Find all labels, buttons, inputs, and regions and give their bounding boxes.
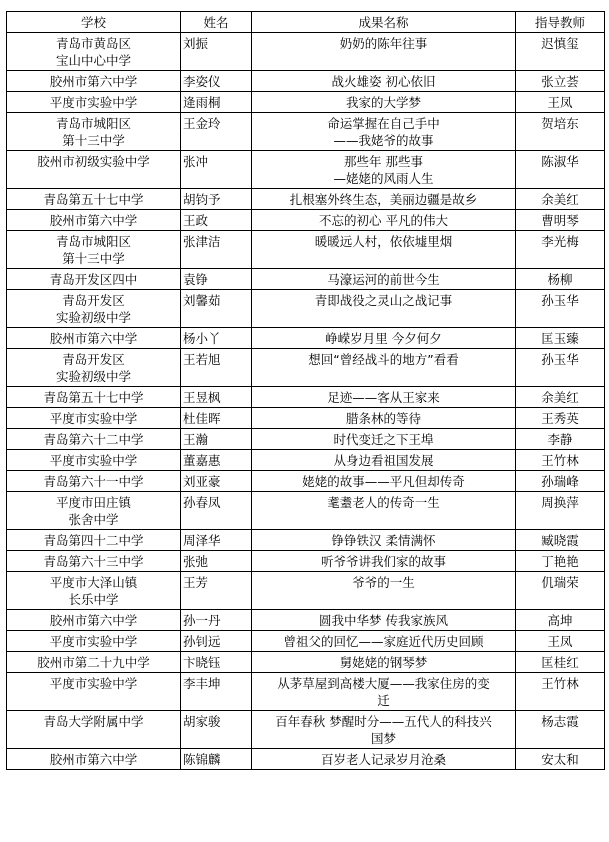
table-row: [7, 92, 605, 113]
table-row: [7, 551, 605, 572]
teacher-name: 臧晓霞: [516, 530, 605, 551]
table-row: [7, 113, 605, 151]
school-cell: [7, 151, 181, 189]
work-title: 耄耋老人的传奇一生: [327, 495, 440, 510]
school-cell: [7, 349, 181, 387]
work-title: —姥姥的风雨人生: [333, 171, 434, 186]
school-cell: [7, 530, 181, 551]
table-row: [7, 429, 605, 450]
school-name: 平度市实验中学: [49, 453, 138, 468]
work-title-cell: [252, 387, 516, 408]
teacher-name: 高坤: [516, 610, 605, 631]
school-name: 平度市田庄镇: [55, 495, 131, 510]
student-name: 孙春凤: [181, 492, 252, 530]
teacher-name: 李光梅: [516, 231, 605, 269]
school-cell: [7, 92, 181, 113]
teacher-name: 杨柳: [516, 269, 605, 290]
school-name: 平度市大泽山镇: [49, 575, 138, 590]
work-title-cell: [252, 231, 516, 269]
student-name: 袁铮: [181, 269, 252, 290]
teacher-name: 王竹林: [516, 673, 605, 711]
table-row: [7, 530, 605, 551]
student-name: 李姿仪: [181, 71, 252, 92]
school-name: 胶州市第二十九中学: [37, 655, 150, 670]
school-name: 平度市实验中学: [49, 634, 138, 649]
work-title: 想回“曾经战斗的地方”看看: [308, 352, 459, 367]
school-cell: [7, 572, 181, 610]
work-title-cell: [252, 652, 516, 673]
school-name: 宝山中心中学: [55, 53, 131, 68]
teacher-name: 王竹林: [516, 450, 605, 471]
teacher-name: 迟慎玺: [516, 33, 605, 71]
header-teacher: 指导教师: [516, 12, 605, 33]
school-name: 青岛市城阳区: [55, 234, 131, 249]
school-cell: [7, 673, 181, 711]
table-row: [7, 290, 605, 328]
teacher-name: 张立荟: [516, 71, 605, 92]
work-title-cell: [252, 210, 516, 231]
school-cell: [7, 269, 181, 290]
work-title: 不忘的初心 平凡的伟大: [319, 213, 448, 228]
work-title: 爷爷的一生: [352, 575, 415, 590]
work-title: 峥嵘岁月里 今夕何夕: [325, 331, 442, 346]
student-name: 王昱枫: [181, 387, 252, 408]
work-title: 奶奶的陈年往事: [339, 36, 428, 51]
table-row: [7, 269, 605, 290]
work-title-cell: [252, 530, 516, 551]
school-name: 青岛大学附属中学: [43, 714, 144, 729]
header-title: 成果名称: [252, 12, 516, 33]
teacher-name: 丁艳艳: [516, 551, 605, 572]
work-title: 从身边看祖国发展: [333, 453, 434, 468]
student-name: 王瀚: [181, 429, 252, 450]
school-name: 青岛市城阳区: [55, 116, 131, 131]
work-title-cell: [252, 429, 516, 450]
school-name: 胶州市第六中学: [49, 613, 138, 628]
table-row: [7, 673, 605, 711]
student-name: 李丰坤: [181, 673, 252, 711]
table-row: [7, 328, 605, 349]
school-cell: [7, 711, 181, 749]
work-title: 我家的大学梦: [345, 95, 421, 110]
teacher-name: 余美红: [516, 189, 605, 210]
student-name: 周泽华: [181, 530, 252, 551]
teacher-name: 王凤: [516, 92, 605, 113]
table-row: [7, 572, 605, 610]
school-cell: [7, 492, 181, 530]
work-title-cell: [252, 269, 516, 290]
work-title-cell: [252, 749, 516, 770]
teacher-name: 匡桂红: [516, 652, 605, 673]
table-row: [7, 711, 605, 749]
school-name: 胶州市第六中学: [49, 752, 138, 767]
school-name: 青岛第六十三中学: [43, 554, 144, 569]
teacher-name: 仉瑞荣: [516, 572, 605, 610]
teacher-name: 孙玉华: [516, 349, 605, 387]
student-name: 王金玲: [181, 113, 252, 151]
school-name: 青岛市黄岛区: [55, 36, 131, 51]
work-title: 青即战役之灵山之战记事: [314, 293, 453, 308]
teacher-name: 贺培东: [516, 113, 605, 151]
work-title: 命运掌握在自己手中: [327, 116, 440, 131]
school-cell: [7, 290, 181, 328]
student-name: 张弛: [181, 551, 252, 572]
table-row: [7, 33, 605, 71]
school-name: 张舍中学: [68, 512, 119, 527]
student-name: 张冲: [181, 151, 252, 189]
school-name: 青岛第六十二中学: [43, 432, 144, 447]
work-title-cell: [252, 328, 516, 349]
awards-table: [6, 11, 605, 770]
table-row: [7, 408, 605, 429]
work-title: 姥姥的故事——平凡但却传奇: [302, 474, 465, 489]
table-row: [7, 231, 605, 269]
header-row: [7, 12, 605, 33]
work-title-cell: [252, 290, 516, 328]
work-title: 时代变迁之下王埠: [333, 432, 434, 447]
school-cell: [7, 408, 181, 429]
student-name: 董嘉惠: [181, 450, 252, 471]
school-cell: [7, 631, 181, 652]
school-name: 胶州市第六中学: [49, 74, 138, 89]
work-title-cell: [252, 631, 516, 652]
work-title: 从茅草屋到高楼大厦——我家住房的变: [277, 676, 490, 691]
school-cell: [7, 71, 181, 92]
student-name: 刘馨茹: [181, 290, 252, 328]
table-row: [7, 450, 605, 471]
school-name: 平度市实验中学: [49, 676, 138, 691]
school-name: 青岛开发区: [62, 293, 125, 308]
school-name: 实验初级中学: [55, 369, 131, 384]
student-name: 刘振: [181, 33, 252, 71]
school-cell: [7, 231, 181, 269]
work-title: 腊条林的等待: [345, 411, 421, 426]
school-name: 平度市实验中学: [49, 411, 138, 426]
school-name: 青岛开发区四中: [49, 272, 138, 287]
teacher-name: 周换萍: [516, 492, 605, 530]
work-title: 百岁老人记录岁月沧桑: [320, 752, 446, 767]
teacher-name: 李静: [516, 429, 605, 450]
teacher-name: 安太和: [516, 749, 605, 770]
school-cell: [7, 450, 181, 471]
work-title: ——我姥爷的故事: [333, 133, 434, 148]
student-name: 王若旭: [181, 349, 252, 387]
school-name: 第十三中学: [62, 133, 125, 148]
work-title: 国梦: [370, 731, 396, 746]
student-name: 杜佳晖: [181, 408, 252, 429]
work-title: 足迹——客从王家来: [327, 390, 440, 405]
table-row: [7, 210, 605, 231]
school-cell: [7, 749, 181, 770]
school-cell: [7, 328, 181, 349]
work-title-cell: [252, 572, 516, 610]
teacher-name: 王秀英: [516, 408, 605, 429]
school-name: 胶州市第六中学: [49, 331, 138, 346]
student-name: 胡钧予: [181, 189, 252, 210]
student-name: 孙钊远: [181, 631, 252, 652]
table-row: [7, 151, 605, 189]
teacher-name: 孙瑞峰: [516, 471, 605, 492]
school-cell: [7, 210, 181, 231]
table-row: [7, 610, 605, 631]
school-cell: [7, 471, 181, 492]
school-name: 青岛第五十七中学: [43, 192, 144, 207]
student-name: 陈锦麟: [181, 749, 252, 770]
work-title-cell: [252, 189, 516, 210]
table-row: [7, 631, 605, 652]
teacher-name: 曹明琴: [516, 210, 605, 231]
work-title: 扎根塞外终生态，美丽边疆是故乡: [289, 192, 478, 207]
work-title: 听爷爷讲我们家的故事: [320, 554, 446, 569]
work-title-cell: [252, 610, 516, 631]
school-name: 胶州市初级实验中学: [37, 154, 150, 169]
work-title: 迁: [377, 693, 390, 708]
work-title: 曾祖父的回忆——家庭近代历史回顾: [283, 634, 484, 649]
student-name: 张津洁: [181, 231, 252, 269]
school-cell: [7, 429, 181, 450]
school-name: 第十三中学: [62, 251, 125, 266]
student-name: 胡家骏: [181, 711, 252, 749]
work-title-cell: [252, 151, 516, 189]
school-name: 长乐中学: [68, 592, 119, 607]
header-name: 姓名: [181, 12, 252, 33]
work-title-cell: [252, 450, 516, 471]
table-row: [7, 471, 605, 492]
school-name: 青岛第六十一中学: [43, 474, 144, 489]
school-cell: [7, 652, 181, 673]
school-name: 平度市实验中学: [49, 95, 138, 110]
work-title-cell: [252, 551, 516, 572]
school-name: 青岛开发区: [62, 352, 125, 367]
work-title-cell: [252, 71, 516, 92]
table-row: [7, 492, 605, 530]
school-cell: [7, 189, 181, 210]
student-name: 王芳: [181, 572, 252, 610]
school-name: 胶州市第六中学: [49, 213, 138, 228]
table-row: [7, 749, 605, 770]
student-name: 逄雨桐: [181, 92, 252, 113]
teacher-name: 王凤: [516, 631, 605, 652]
work-title: 铮铮铁汉 柔情满怀: [331, 533, 436, 548]
school-name: 实验初级中学: [55, 310, 131, 325]
work-title-cell: [252, 33, 516, 71]
work-title-cell: [252, 711, 516, 749]
table-row: [7, 387, 605, 408]
work-title: 舅姥姥的钢琴梦: [339, 655, 428, 670]
work-title: 暖暖远人村，依依墟里烟: [314, 234, 453, 249]
school-cell: [7, 551, 181, 572]
work-title: 战火雄姿 初心依旧: [331, 74, 436, 89]
student-name: 杨小丫: [181, 328, 252, 349]
work-title: 那些年 那些事: [344, 154, 423, 169]
work-title-cell: [252, 349, 516, 387]
work-title-cell: [252, 408, 516, 429]
work-title-cell: [252, 492, 516, 530]
table-row: [7, 349, 605, 387]
teacher-name: 孙玉华: [516, 290, 605, 328]
table-body: [7, 33, 605, 770]
work-title: 圆我中华梦 传我家族风: [319, 613, 448, 628]
school-name: 青岛第四十二中学: [43, 533, 144, 548]
work-title-cell: [252, 471, 516, 492]
teacher-name: 余美红: [516, 387, 605, 408]
teacher-name: 陈淑华: [516, 151, 605, 189]
school-cell: [7, 387, 181, 408]
work-title-cell: [252, 92, 516, 113]
student-name: 孙一丹: [181, 610, 252, 631]
work-title: 马濠运河的前世今生: [327, 272, 440, 287]
table-row: [7, 71, 605, 92]
school-cell: [7, 610, 181, 631]
work-title-cell: [252, 113, 516, 151]
table-row: [7, 652, 605, 673]
header-school: 学校: [7, 12, 181, 33]
school-name: 青岛第五十七中学: [43, 390, 144, 405]
school-cell: [7, 33, 181, 71]
work-title: 百年春秋 梦醒时分——五代人的科技兴: [275, 714, 492, 729]
teacher-name: 匡玉臻: [516, 328, 605, 349]
teacher-name: 杨志霞: [516, 711, 605, 749]
student-name: 王政: [181, 210, 252, 231]
student-name: 刘亚豪: [181, 471, 252, 492]
school-cell: [7, 113, 181, 151]
work-title-cell: [252, 673, 516, 711]
student-name: 卞晓钰: [181, 652, 252, 673]
table-row: [7, 189, 605, 210]
